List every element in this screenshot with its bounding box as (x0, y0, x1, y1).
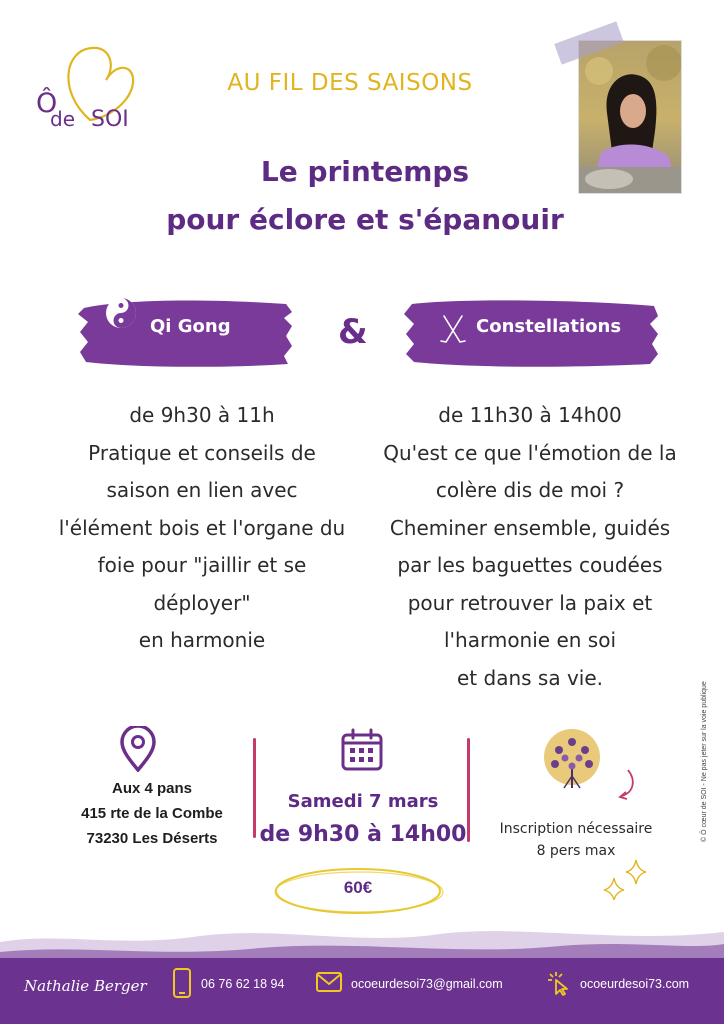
description-line: pour retrouver la paix et (407, 590, 653, 615)
event-day: Samedi 7 mars (287, 791, 439, 812)
description-line: et dans sa vie. (457, 665, 603, 690)
event-date (258, 788, 468, 854)
sparkles-icon (600, 858, 652, 900)
qi-gong-banner (78, 296, 294, 370)
location-pin-icon (118, 726, 158, 772)
description-line: Qu'est ce que l'émotion de la (383, 440, 677, 465)
mail-icon (316, 972, 342, 992)
description-line: par les baguettes coudées (397, 553, 663, 577)
curved-arrow-icon (614, 768, 638, 802)
yin-yang-icon (104, 296, 138, 330)
divider-left (253, 738, 256, 838)
description-line: colère dis de moi ? (435, 478, 625, 502)
headline-line-2: pour éclore et s'épanouir (166, 203, 564, 236)
cursor-click-icon (546, 970, 572, 996)
footer-brush-band (0, 918, 724, 1024)
logo-letter-o: Ô (36, 88, 58, 119)
description-line: de 9h30 à 11h (129, 403, 275, 427)
ampersand: & (338, 312, 368, 352)
price: 60€ (343, 878, 373, 897)
qi-gong-label: Qi Gong (150, 316, 231, 337)
event-hours: de 9h30 à 14h00 (259, 822, 467, 847)
description-line: Pratique et conseils de (88, 440, 316, 465)
description-line: foie pour "jaillir et se (97, 553, 307, 577)
constellations-description (370, 397, 690, 697)
heart-logo-icon (28, 22, 148, 142)
footer-name: Nathalie Berger (24, 977, 147, 995)
address-line-1: Aux 4 pans (111, 780, 193, 797)
registration-line-2: 8 pers max (536, 843, 616, 859)
tree-of-people-icon (541, 728, 603, 792)
headline (100, 148, 630, 244)
logo-de: de (50, 107, 75, 131)
constellations-banner (404, 296, 660, 370)
description-line: Cheminer ensemble, guidés (389, 515, 671, 540)
crossed-rods-icon (438, 314, 468, 346)
series-title: AU FIL DES SAISONS (227, 70, 473, 96)
description-line: l'élément bois et l'organe du (58, 515, 346, 540)
footer-phone[interactable]: 06 76 62 18 94 (201, 977, 285, 991)
qi-gong-description (44, 397, 360, 660)
registration-info (490, 818, 662, 862)
registration-line-1: Inscription nécessaire (499, 821, 653, 837)
address-line-2: 415 rte de la Combe (81, 805, 223, 822)
calendar-icon (340, 728, 384, 772)
description-line: en harmonie (138, 628, 266, 652)
description-line: de 11h30 à 14h00 (438, 403, 622, 427)
address-line-3: 73230 Les Déserts (86, 830, 218, 847)
description-line: saison en lien avec (106, 478, 298, 502)
headline-line-1: Le printemps (260, 155, 470, 188)
address (52, 776, 252, 851)
footer-email[interactable]: ocoeurdesoi73@gmail.com (351, 977, 503, 991)
description-line: déployer" (153, 590, 251, 615)
logo-soi: SOI (91, 107, 129, 132)
footer-website[interactable]: ocoeurdesoi73.com (580, 977, 690, 991)
logo (28, 22, 148, 142)
phone-icon (172, 968, 192, 998)
description-line: l'harmonie en soi (443, 628, 617, 652)
side-legal-note: © Ô cœur de SOI - Ne pas jeter sur la voie publique (701, 681, 708, 842)
constellations-label: Constellations (476, 316, 622, 337)
